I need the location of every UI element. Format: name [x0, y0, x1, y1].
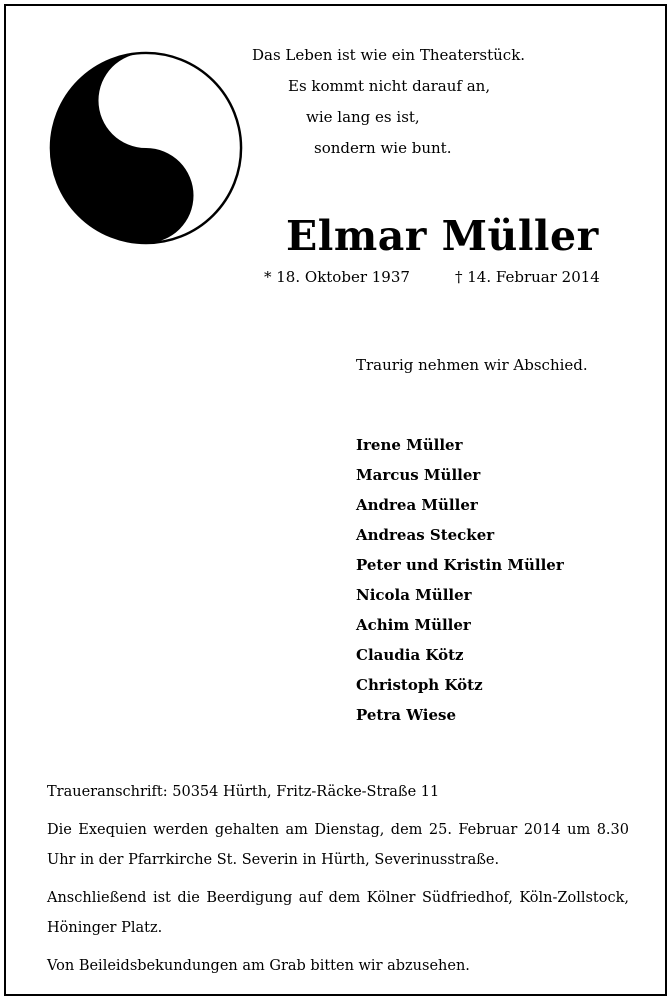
mourner-name: Claudia Kötz	[356, 646, 464, 664]
mourner-name: Achim Müller	[356, 616, 471, 634]
mourner-name: Andreas Stecker	[356, 526, 495, 544]
quote-line: Das Leben ist wie ein Theaterstück.	[252, 46, 526, 64]
quote	[252, 40, 525, 164]
mourner-name: Petra Wiese	[356, 706, 457, 724]
obituary-notice	[4, 4, 667, 996]
exequies-text: Die Exequien werden gehalten am Dienstag, dem 25. Februar 2014 um 8.30 Uhr in der Pfarrkirche St. Severin in Hürth, Severinusstraße.	[47, 822, 629, 868]
funeral-info	[47, 777, 629, 989]
mourning-address: Traueranschrift: 50354 Hürth, Fritz-Räcke-Straße 11	[47, 784, 440, 800]
mourner-name: Nicola Müller	[356, 586, 472, 604]
mourner-name: Andrea Müller	[356, 496, 478, 514]
mourners-list	[356, 430, 564, 730]
mourner-name: Irene Müller	[356, 436, 463, 454]
quote-line: sondern wie bunt.	[314, 139, 452, 157]
death-date: † 14. Februar 2014	[455, 268, 600, 286]
birth-date: * 18. Oktober 1937	[264, 268, 410, 286]
deceased-name: Elmar Müller	[286, 212, 599, 260]
yin-yang-icon	[48, 50, 244, 246]
burial-text: Anschließend ist die Beerdigung auf dem Kölner Südfriedhof, Köln-Zollstock, Höninger Platz.	[47, 890, 629, 936]
condolences-text: Von Beileidsbekundungen am Grab bitten wir abzusehen.	[47, 958, 470, 974]
mourner-name: Peter und Kristin Müller	[356, 556, 564, 574]
quote-line: wie lang es ist,	[306, 108, 420, 126]
farewell-text: Traurig nehmen wir Abschied.	[356, 356, 588, 374]
quote-line: Es kommt nicht darauf an,	[288, 77, 491, 95]
mourner-name: Christoph Kötz	[356, 676, 483, 694]
mourner-name: Marcus Müller	[356, 466, 481, 484]
